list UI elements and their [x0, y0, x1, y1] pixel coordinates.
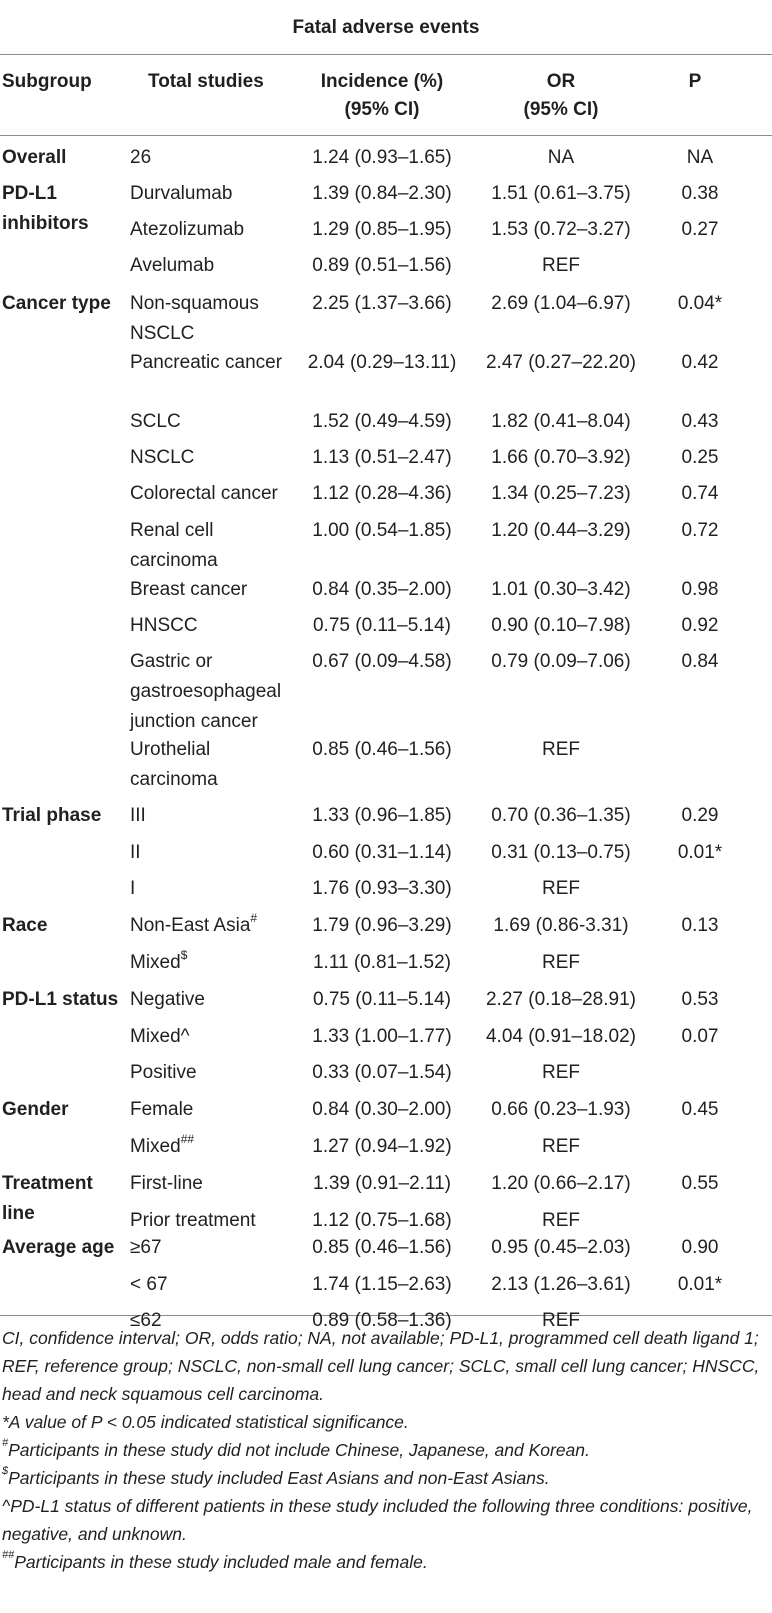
incidence-cell: 0.89 (0.58–1.36)	[312, 1310, 452, 1331]
row-label	[130, 1270, 302, 1300]
odds-ratio-cell: 1.20 (0.66–2.17)	[491, 1173, 631, 1194]
row-label-footnote-mark: $	[180, 947, 188, 962]
header-total-studies: Total studies	[148, 71, 264, 92]
p-value-cell: 0.01*	[677, 1274, 723, 1295]
odds-ratio-cell: 0.66 (0.23–1.93)	[491, 1099, 631, 1120]
incidence-cell: 1.24 (0.93–1.65)	[312, 147, 452, 168]
table-row	[0, 282, 772, 344]
group-name: Average age	[2, 1237, 115, 1258]
p-value-cell: 0.01*	[677, 842, 723, 863]
p-value-cell: 0.13	[681, 915, 719, 936]
table-row	[0, 1263, 772, 1299]
table-row	[0, 244, 772, 282]
group-name: Gender	[2, 1099, 69, 1120]
footnote-hash	[2, 1436, 768, 1464]
p-value-cell: 0.84	[681, 651, 719, 672]
table-row	[0, 831, 772, 867]
row-label-text: Female	[130, 1099, 194, 1120]
incidence-cell: 0.89 (0.51–1.56)	[312, 255, 452, 276]
row-label	[130, 647, 302, 737]
odds-ratio-cell: 0.90 (0.10–7.98)	[491, 615, 631, 636]
table-row	[0, 509, 772, 571]
row-label-text: Positive	[130, 1062, 197, 1083]
row-label	[130, 611, 302, 641]
row-label-text: Mixed^	[130, 1026, 190, 1047]
row-label	[130, 575, 302, 605]
header-p: P	[688, 71, 702, 92]
row-label-text: Gastric or gastroesophageal junction cancer	[130, 651, 282, 732]
row-label-text: NSCLC	[130, 447, 195, 468]
row-label	[130, 948, 302, 978]
footnote-dollar	[2, 1464, 768, 1492]
footnote-dollar-text: Participants in these study included East Asians and non-East Asians.	[8, 1468, 550, 1488]
incidence-cell: 0.85 (0.46–1.56)	[312, 1237, 452, 1258]
footnote-double-hash-symbol: ##	[2, 1549, 15, 1562]
table-row	[0, 472, 772, 509]
incidence-cell: 1.13 (0.51–2.47)	[312, 447, 452, 468]
row-label-text: I	[130, 878, 136, 899]
table-row	[0, 568, 772, 604]
odds-ratio-cell: REF	[542, 739, 580, 760]
footnote-caret: ^PD-L1 status of different patients in these study included the following three conditions: positive, negative, and unknown.	[2, 1496, 753, 1544]
incidence-cell: 0.84 (0.35–2.00)	[312, 579, 452, 600]
group-name: Overall	[2, 147, 67, 168]
table-row	[0, 794, 772, 831]
row-label-text: Mixed	[130, 1136, 181, 1157]
row-label-text: ≤62	[130, 1310, 162, 1331]
row-label-text: 26	[130, 147, 152, 168]
row-label	[130, 516, 302, 576]
p-value-cell: 0.92	[681, 615, 719, 636]
group-name: Trial phase	[2, 805, 102, 826]
odds-ratio-cell: REF	[542, 255, 580, 276]
incidence-cell: 1.33 (1.00–1.77)	[312, 1026, 452, 1047]
incidence-cell: 0.67 (0.09–4.58)	[312, 651, 452, 672]
incidence-cell: 1.39 (0.91–2.11)	[312, 1173, 452, 1194]
incidence-cell: 1.74 (1.15–2.63)	[312, 1274, 452, 1295]
incidence-cell: 2.04 (0.29–13.11)	[307, 352, 457, 373]
row-label-text: III	[130, 805, 146, 826]
row-label	[130, 1022, 302, 1052]
footnote-significance: *A value of P < 0.05 indicated statistical significance.	[2, 1412, 409, 1432]
incidence-cell: 1.52 (0.49–4.59)	[312, 411, 452, 432]
table-title: Fatal adverse events	[0, 0, 772, 55]
incidence-cell: 1.79 (0.96–3.29)	[312, 915, 452, 936]
odds-ratio-cell: 0.70 (0.36–1.35)	[491, 805, 631, 826]
odds-ratio-cell: 0.31 (0.13–0.75)	[491, 842, 631, 863]
header-subgroup: Subgroup	[2, 71, 92, 92]
table-row	[0, 978, 772, 1015]
odds-ratio-cell: REF	[542, 1062, 580, 1083]
table-row	[0, 1199, 772, 1231]
group-name: PD-L1 inhibitors	[2, 183, 89, 234]
odds-ratio-cell: NA	[547, 147, 575, 168]
table-row	[0, 728, 772, 794]
odds-ratio-cell: 1.66 (0.70–3.92)	[491, 447, 631, 468]
table-row	[0, 1051, 772, 1088]
row-label-text: Mixed	[130, 952, 181, 973]
footnote-hash-symbol: #	[2, 1437, 9, 1450]
row-label-text: ≥67	[130, 1237, 162, 1258]
p-value-cell: 0.74	[681, 483, 719, 504]
row-label	[130, 348, 302, 378]
table-row	[0, 904, 772, 941]
odds-ratio-cell: 1.69 (0.86-3.31)	[493, 915, 629, 936]
row-label-text: Negative	[130, 989, 205, 1010]
row-label	[130, 735, 302, 795]
incidence-cell: 1.12 (0.75–1.68)	[312, 1210, 452, 1231]
odds-ratio-cell: 2.47 (0.27–22.20)	[485, 352, 636, 373]
table-row	[0, 208, 772, 244]
row-label-text: < 67	[130, 1274, 168, 1295]
row-label	[130, 143, 302, 173]
odds-ratio-cell: 0.79 (0.09–7.06)	[491, 651, 631, 672]
header-or-line2: (95% CI)	[523, 99, 599, 120]
footnotes	[2, 1324, 768, 1576]
odds-ratio-cell: REF	[542, 1210, 580, 1231]
p-value-cell: 0.25	[681, 447, 719, 468]
odds-ratio-cell: REF	[542, 878, 580, 899]
odds-ratio-cell: REF	[542, 1310, 580, 1331]
row-label-text: II	[130, 842, 141, 863]
table-row	[0, 1088, 772, 1125]
row-label	[130, 289, 302, 349]
group-name: Cancer type	[2, 293, 111, 314]
table-row	[0, 1162, 772, 1199]
incidence-cell: 0.75 (0.11–5.14)	[312, 989, 452, 1010]
p-value-cell: NA	[686, 147, 714, 168]
incidence-cell: 1.39 (0.84–2.30)	[312, 183, 452, 204]
row-label	[130, 1058, 302, 1088]
row-label-text: Avelumab	[130, 255, 215, 276]
incidence-cell: 0.33 (0.07–1.54)	[312, 1062, 452, 1083]
incidence-cell: 1.76 (0.93–3.30)	[312, 878, 452, 899]
incidence-cell: 2.25 (1.37–3.66)	[312, 293, 452, 314]
p-value-cell: 0.55	[681, 1173, 719, 1194]
p-value-cell: 0.27	[681, 219, 719, 240]
incidence-cell: 0.60 (0.31–1.14)	[312, 842, 452, 863]
group-name: Treatment line	[2, 1173, 93, 1224]
odds-ratio-cell: 1.01 (0.30–3.42)	[491, 579, 631, 600]
p-value-cell: 0.72	[681, 520, 719, 541]
footnote-hash-text: Participants in these study did not include Chinese, Japanese, and Korean.	[8, 1440, 590, 1460]
incidence-cell: 1.33 (0.96–1.85)	[312, 805, 452, 826]
row-label	[130, 1233, 302, 1263]
odds-ratio-cell: REF	[542, 1136, 580, 1157]
row-label-text: Non-East Asia	[130, 915, 251, 936]
table-row	[0, 867, 772, 904]
p-value-cell: 0.90	[681, 1237, 719, 1258]
p-value-cell: 0.07	[681, 1026, 719, 1047]
p-value-cell: 0.42	[681, 352, 719, 373]
table-row	[0, 400, 772, 436]
row-label	[130, 179, 302, 209]
odds-ratio-cell: 2.27 (0.18–28.91)	[485, 989, 636, 1010]
footnote-double-hash	[2, 1548, 768, 1576]
row-label-text: HNSCC	[130, 615, 198, 636]
table-body	[0, 136, 772, 1331]
odds-ratio-cell: 1.53 (0.72–3.27)	[491, 219, 631, 240]
row-label	[130, 1095, 302, 1125]
row-label	[130, 443, 302, 473]
odds-ratio-cell: 2.69 (1.04–6.97)	[491, 293, 631, 314]
row-label	[130, 801, 302, 831]
row-label	[130, 407, 302, 437]
table-header	[0, 55, 772, 136]
table-row	[0, 172, 772, 208]
footnote-abbreviations: CI, confidence interval; OR, odds ratio; NA, not available; PD-L1, programmed cell death ligand 1; REF, reference group; NSCLC, non-small cell lung cancer; SCLC, small cell lung cancer; HNSCC, head and neck squamous cell carcinoma.	[2, 1328, 760, 1404]
row-label	[130, 874, 302, 904]
odds-ratio-cell: REF	[542, 952, 580, 973]
incidence-cell: 1.00 (0.54–1.85)	[312, 520, 452, 541]
odds-ratio-cell: 0.95 (0.45–2.03)	[491, 1237, 631, 1258]
p-value-cell: 0.43	[681, 411, 719, 432]
header-incidence-line2: (95% CI)	[344, 99, 420, 120]
row-label-text: Colorectal cancer	[130, 483, 278, 504]
incidence-cell: 1.12 (0.28–4.36)	[312, 483, 452, 504]
p-value-cell: 0.45	[681, 1099, 719, 1120]
row-label-text: Non-squamous NSCLC	[130, 293, 259, 344]
table-row	[0, 604, 772, 640]
row-label-footnote-mark: #	[250, 910, 258, 925]
header-or-line1: OR	[546, 71, 576, 92]
odds-ratio-cell: 2.13 (1.26–3.61)	[491, 1274, 631, 1295]
table-row	[0, 1125, 772, 1162]
table-row	[0, 941, 772, 978]
row-label-text: Renal cell carcinoma	[130, 520, 218, 571]
row-label-text: Breast cancer	[130, 579, 248, 600]
table-row	[0, 136, 772, 172]
odds-ratio-cell: 1.82 (0.41–8.04)	[491, 411, 631, 432]
p-value-cell: 0.04*	[677, 293, 723, 314]
row-label-text: Atezolizumab	[130, 219, 245, 240]
incidence-cell: 0.84 (0.30–2.00)	[312, 1099, 452, 1120]
group-name: Race	[2, 915, 48, 936]
group-name: PD-L1 status	[2, 989, 119, 1010]
header-incidence-line1: Incidence (%)	[320, 71, 444, 92]
row-label	[130, 1132, 302, 1162]
incidence-cell: 1.29 (0.85–1.95)	[312, 219, 452, 240]
odds-ratio-cell: 1.51 (0.61–3.75)	[491, 183, 631, 204]
header-incidence	[302, 68, 462, 124]
table-row	[0, 1226, 772, 1263]
row-label	[130, 215, 302, 245]
row-label	[130, 1169, 302, 1199]
row-label	[130, 985, 302, 1015]
incidence-cell: 0.85 (0.46–1.56)	[312, 739, 452, 760]
p-value-cell: 0.38	[681, 183, 719, 204]
table-row	[0, 436, 772, 472]
row-label	[130, 838, 302, 868]
footnote-double-hash-text: Participants in these study included male and female.	[14, 1552, 428, 1572]
p-value-cell: 0.29	[681, 805, 719, 826]
odds-ratio-cell: 1.20 (0.44–3.29)	[491, 520, 631, 541]
incidence-cell: 1.11 (0.81–1.52)	[312, 952, 452, 973]
table-row	[0, 1015, 772, 1051]
row-label-text: Pancreatic cancer	[130, 352, 283, 373]
header-or	[466, 68, 656, 124]
row-label-footnote-mark: ##	[180, 1131, 195, 1146]
incidence-cell: 0.75 (0.11–5.14)	[312, 615, 452, 636]
incidence-cell: 1.27 (0.94–1.92)	[312, 1136, 452, 1157]
row-label-text: SCLC	[130, 411, 181, 432]
footnote-dollar-symbol: $	[2, 1465, 9, 1478]
row-label	[130, 911, 302, 941]
p-value-cell: 0.98	[681, 579, 719, 600]
odds-ratio-cell: 1.34 (0.25–7.23)	[491, 483, 631, 504]
row-label-text: Prior treatment	[130, 1210, 256, 1231]
odds-ratio-cell: 4.04 (0.91–18.02)	[485, 1026, 636, 1047]
table-row	[0, 341, 772, 400]
p-value-cell: 0.53	[681, 989, 719, 1010]
row-label-text: Urothelial carcinoma	[130, 739, 218, 790]
row-label	[130, 479, 302, 509]
row-label	[130, 251, 302, 281]
row-label-text: Durvalumab	[130, 183, 233, 204]
row-label-text: First-line	[130, 1173, 203, 1194]
table-row	[0, 640, 772, 732]
